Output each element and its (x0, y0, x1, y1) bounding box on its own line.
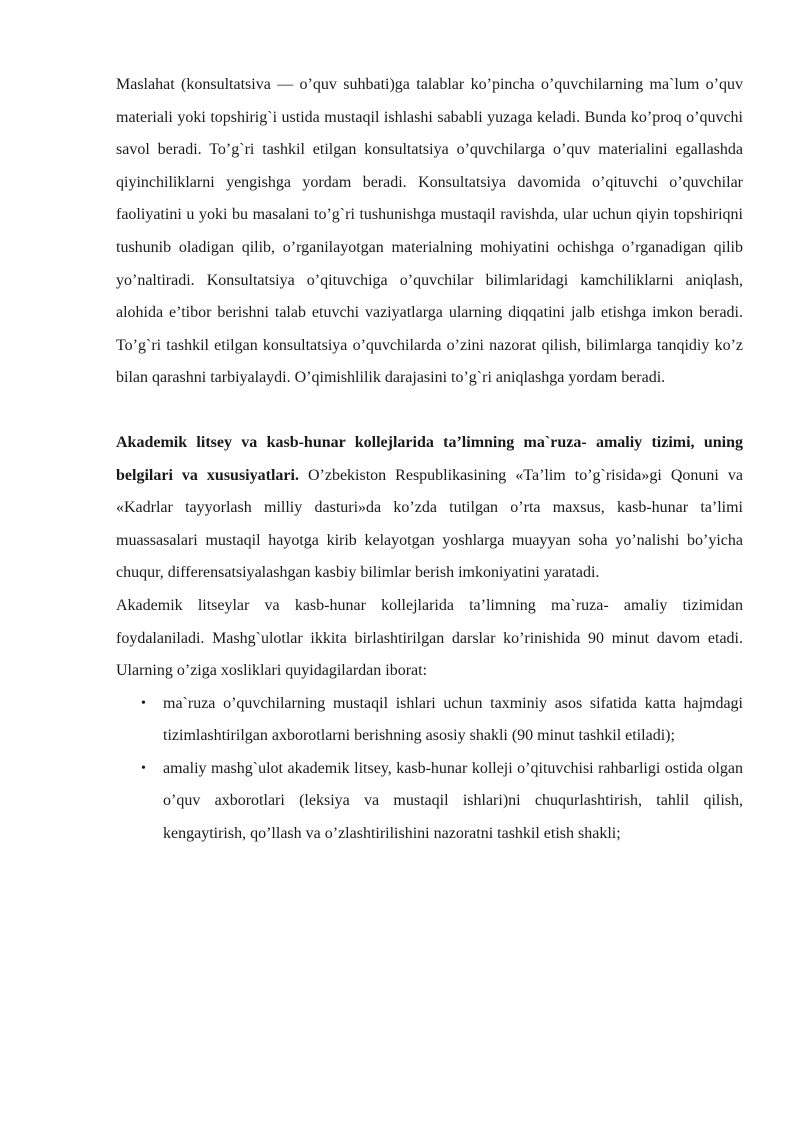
paragraph-lecture-system (116, 427, 743, 590)
section-body: O’zbekiston Respublikasining «Ta’lim to’g`risida»gi Qonuni va «Kadrlar tayyorlash milliy dasturi»da ko’zda tutilgan o’rta maxsus, kasb-hunar ta’limi muassasalari mustaqil hayotga kirib kelayotgan yoshlarga muayyan soha yo’nalishi bo’yicha chuqur, differensatsiyalashgan kasbiy bilimlar berish imkoniyatini yaratadi. (116, 466, 743, 582)
section-heading: Akademik litsey va kasb-hunar kollejlarida ta’limning ma`ruza- amaliy tizimi, uning belgilari va xususiyatlari. (116, 433, 743, 484)
bullet-icon: • (141, 760, 146, 776)
bullet-list (116, 688, 743, 851)
paragraph-consultation: Maslahat (konsultatsiva — o’quv suhbati)ga talablar ko’pincha o’quvchilarning ma`lum o’quv materiali yoki topshirig`i ustida mustaqil ishlashi sababli yuzaga keladi. Bunda ko’proq o’quvchi savol beradi. To’g`ri tashkil etilgan konsultatsiya o’quvchilarga o’quv materialini egallashda qiyinchiliklarni yengishga yordam beradi. Konsultatsiya davomida o’qituvchi o’quvchilar faoliyatini u yoki bu masalani to’g`ri tushunishga mustaqil ravishda, ular uchun qiyin topshiriqni tushunib oladigan qilib, o’rganilayotgan materialning mohiyatini ochishga o’rganadigan qilib yo’naltiradi. Konsultatsiya o’qituvchiga o’quvchilar bilimlaridagi kamchiliklarni aniqlash, alohida e’tibor berishni talab etuvchi vaziyatlarga ularning diqqatini jalb etishga imkon beradi. To’g`ri tashkil etilgan konsultatsiya o’quvchilarda o’zini nazorat qilish, bilimlarga tanqidiy ko’z bilan qarashni tarbiyalaydi. O’qimishlilik darajasini to’g`ri aniqlashga yordam beradi. (116, 76, 743, 387)
paragraph-gap (116, 395, 743, 427)
list-item-text: ma`ruza o’quvchilarning mustaqil ishlari uchun taxminiy asos sifatida katta hajmdagi tizimlashtirilgan axborotlarni berishning asosiy shakli (90 minut tashkil etiladi); (163, 694, 743, 745)
list-item-text: amaliy mashg`ulot akademik litsey, kasb-hunar kolleji o’qituvchisi rahbarligi ostida olgan o’quv axborotlari (leksiya va mustaqil ishlari)ni chuqurlashtirish, tahlil qilish, kengaytirish, qo’llash va o’zlashtirilishini nazoratni tashkil etish shakli; (163, 759, 743, 843)
list-item (116, 688, 743, 753)
bullet-icon: • (141, 695, 146, 711)
document-page (116, 69, 743, 851)
list-item (116, 753, 743, 851)
paragraph-lyceums: Akademik litseylar va kasb-hunar kollejlarida ta’limning ma`ruza- amaliy tizimidan foydalaniladi. Mashg`ulotlar ikkita birlashtirilgan darslar ko’rinishida 90 minut davom etadi. Ularning o’ziga xosliklari quyidagilardan iborat: (116, 596, 743, 680)
